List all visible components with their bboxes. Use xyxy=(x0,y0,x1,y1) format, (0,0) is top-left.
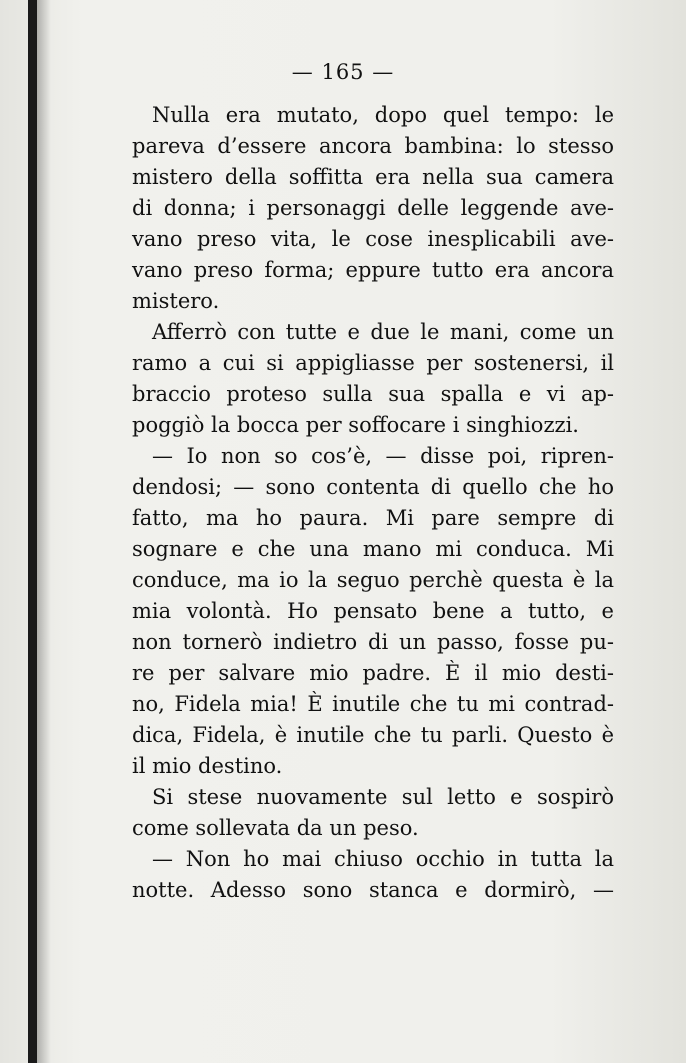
text-line: Si stese nuovamente sul letto e sospirò xyxy=(152,785,614,809)
text-line: non tornerò indietro di un passo, fosse pu- xyxy=(132,630,614,654)
text-line: fatto, ma ho paura. Mi pare sempre di xyxy=(132,506,614,530)
text-line: — Non ho mai chiuso occhio in tutta la xyxy=(152,847,614,871)
text-line: vano preso forma; eppure tutto era ancora xyxy=(132,258,614,282)
text-line: mia volontà. Ho pensato bene a tutto, e xyxy=(132,599,614,623)
text-line: Nulla era mutato, dopo quel tempo: le xyxy=(152,103,614,127)
text-line: di donna; i personaggi delle leggende ave- xyxy=(132,196,614,220)
text-line: dica, Fidela, è inutile che tu parli. Questo è xyxy=(132,723,614,747)
text-line: braccio proteso sulla sua spalla e vi ap- xyxy=(132,382,614,406)
gutter-shadow xyxy=(37,0,51,1063)
text-line: sognare e che una mano mi conduca. Mi xyxy=(132,537,614,561)
text-line: dendosi; — sono contenta di quello che ho xyxy=(132,475,614,499)
text-line: il mio destino. xyxy=(132,754,283,778)
text-line: mistero della soffitta era nella sua camera xyxy=(132,165,614,189)
text-line: mistero. xyxy=(132,289,220,313)
book-spine-shadow xyxy=(28,0,37,1063)
text-line: conduce, ma io la seguo perchè questa è la xyxy=(132,568,614,592)
text-line: vano preso vita, le cose inesplicabili ave- xyxy=(132,227,614,251)
page-number: — 165 — xyxy=(291,60,395,84)
text-line: come sollevata da un peso. xyxy=(132,816,419,840)
text-line: Afferrò con tutte e due le mani, come un xyxy=(152,320,614,344)
text-line: pareva d’essere ancora bambina: lo stesso xyxy=(132,134,614,158)
text-line: no, Fidela mia! È inutile che tu mi contrad- xyxy=(132,692,614,716)
text-line: re per salvare mio padre. È il mio desti- xyxy=(132,661,614,685)
body-text xyxy=(132,100,614,906)
text-line: — Io non so cos’è, — disse poi, ripren- xyxy=(152,444,614,468)
text-line: poggiò la bocca per soffocare i singhiozzi. xyxy=(132,413,579,437)
text-line: notte. Adesso sono stanca e dormirò, — xyxy=(132,878,614,902)
text-line: ramo a cui si appigliasse per sostenersi, il xyxy=(132,351,614,375)
